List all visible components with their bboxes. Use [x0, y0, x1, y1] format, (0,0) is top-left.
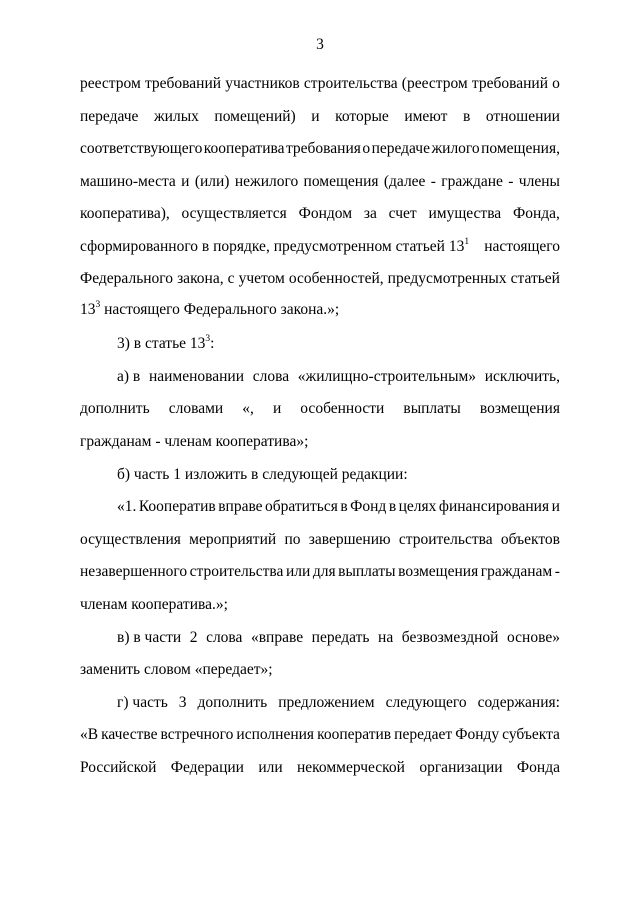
- word: имеют: [404, 108, 448, 125]
- word: субъекта: [502, 726, 560, 743]
- word: Фондом: [298, 205, 353, 222]
- word: а) в: [117, 368, 141, 385]
- word: и: [272, 400, 282, 417]
- word: осуществления: [80, 531, 181, 548]
- word: (реестром: [401, 75, 468, 92]
- word: Фонд: [350, 498, 387, 515]
- word: помещения: [303, 173, 379, 190]
- text-line: [117, 693, 560, 713]
- text-line: [80, 74, 560, 94]
- word: требований: [144, 75, 222, 92]
- word: или: [285, 563, 311, 580]
- word: жилого: [431, 140, 480, 157]
- word: исключить,: [484, 368, 560, 385]
- word: кооператив: [317, 726, 392, 743]
- word: статьей: [510, 270, 560, 287]
- text-line: [80, 107, 560, 127]
- word: имущества: [428, 205, 502, 222]
- word: обратиться: [265, 498, 338, 515]
- word: строительства: [303, 75, 398, 92]
- word: возмещения: [479, 400, 560, 417]
- word: незавершенного: [80, 563, 188, 580]
- word: финансирования: [438, 498, 550, 515]
- text-line: [80, 269, 560, 289]
- text-line: [80, 399, 560, 419]
- word: «,: [242, 400, 254, 417]
- word: 3: [178, 694, 187, 711]
- word: с: [227, 270, 235, 287]
- word: соответствующего: [80, 140, 203, 157]
- word: в) в части: [117, 629, 182, 646]
- word: дополнить: [197, 694, 268, 711]
- word: Фонду: [455, 726, 500, 743]
- word: реестром: [80, 75, 141, 92]
- word: за: [363, 205, 377, 222]
- word: словами: [168, 400, 224, 417]
- page-number: 3: [316, 36, 324, 53]
- word: требований: [471, 75, 548, 92]
- word: граждане: [441, 173, 503, 190]
- word: Фонда: [516, 759, 560, 776]
- text-line: [117, 497, 560, 517]
- word: особенности: [300, 400, 385, 417]
- word: в: [388, 498, 397, 515]
- word: организации: [419, 759, 503, 776]
- word: в: [463, 108, 471, 125]
- word: -: [430, 173, 436, 190]
- word: передаче: [80, 108, 139, 125]
- word: о: [552, 75, 560, 92]
- superscript: 3: [205, 333, 211, 344]
- word: о: [362, 140, 371, 157]
- word: предусмотренных: [387, 270, 507, 287]
- word: «В: [80, 726, 99, 743]
- word: кооператива: [203, 140, 285, 157]
- line-text: :: [210, 335, 215, 352]
- word: 2: [189, 629, 198, 646]
- word: «вправе: [250, 629, 304, 646]
- word: строительства: [398, 531, 493, 548]
- text-line: [80, 204, 560, 224]
- word: отношении: [485, 108, 560, 125]
- word: передает: [394, 726, 453, 743]
- word: осуществляется: [181, 205, 287, 222]
- word: выплаты: [403, 400, 461, 417]
- word: «жилищно-строительным»: [297, 368, 477, 385]
- word: нежилого: [234, 173, 299, 190]
- word: кооператива),: [80, 205, 170, 222]
- text-line: [80, 139, 560, 159]
- superscript: 3: [95, 299, 101, 310]
- word: (далее: [383, 173, 426, 190]
- word: передать: [311, 629, 370, 646]
- line-text: 13: [80, 301, 96, 318]
- word: целях: [398, 498, 437, 515]
- word: завершению: [308, 531, 391, 548]
- line-segment: [80, 237, 469, 257]
- word: некоммерческой: [297, 759, 405, 776]
- word: качестве: [101, 726, 158, 743]
- line-text: настоящего Федерального закона.»;: [100, 301, 340, 318]
- word: «1.: [117, 498, 137, 515]
- word: Кооператив: [138, 498, 216, 515]
- word: предложением: [278, 694, 375, 711]
- word: -: [554, 563, 560, 580]
- word: вправе: [218, 498, 263, 515]
- word: содержания:: [477, 694, 560, 711]
- text-line: заменить словом «передает»;: [80, 661, 273, 678]
- word: счет: [388, 205, 417, 222]
- text-line: [80, 758, 560, 778]
- word: Российской: [80, 759, 157, 776]
- word: которые: [335, 108, 389, 125]
- text-line: [117, 367, 560, 387]
- word: по: [284, 531, 301, 548]
- word: и: [181, 173, 190, 190]
- superscript: 1: [464, 236, 470, 247]
- text-line: б) часть 1 изложить в следующей редакции:: [117, 466, 408, 483]
- word: участников: [225, 75, 300, 92]
- word: передаче: [371, 140, 430, 157]
- word: строительства: [189, 563, 284, 580]
- word: и: [551, 498, 560, 515]
- text-line: [80, 725, 560, 745]
- text-line: гражданам - членам кооператива»;: [80, 433, 309, 450]
- word: слова: [252, 368, 290, 385]
- word: основе»: [507, 629, 560, 646]
- word: выплаты: [338, 563, 396, 580]
- word: гражданам: [480, 563, 553, 580]
- word: встречного: [160, 726, 234, 743]
- text-line: членам кооператива.»;: [80, 596, 228, 613]
- word: следующего: [385, 694, 467, 711]
- text-line: [117, 334, 214, 354]
- text-line: [80, 300, 339, 320]
- word: или: [258, 759, 283, 776]
- word: закона,: [177, 270, 224, 287]
- word: помещений): [214, 108, 296, 125]
- word: г) часть: [117, 694, 168, 711]
- word: исполнения: [236, 726, 315, 743]
- word: возмещения: [398, 563, 479, 580]
- word: члены: [518, 173, 560, 190]
- word: учетом: [238, 270, 285, 287]
- text-line: [80, 237, 560, 257]
- word: для: [312, 563, 336, 580]
- word: наименовании: [148, 368, 245, 385]
- word: машино-места: [80, 173, 176, 190]
- text-line: [117, 628, 560, 648]
- word: объектов: [500, 531, 560, 548]
- word: Федерального: [80, 270, 174, 287]
- word: на: [378, 629, 394, 646]
- word: жилых: [153, 108, 199, 125]
- word: слова: [206, 629, 243, 646]
- word: Федерации: [170, 759, 244, 776]
- text-line: [80, 562, 560, 582]
- word: требования: [285, 140, 361, 157]
- line-text: настоящего: [484, 238, 560, 255]
- word: помещения,: [481, 140, 560, 157]
- line-text: сформированного в порядке, предусмотренном статьей 13: [80, 238, 465, 255]
- word: мероприятий: [189, 531, 277, 548]
- text-line: [80, 530, 560, 550]
- word: и: [311, 108, 320, 125]
- word: (или): [194, 173, 230, 190]
- word: безвозмездной: [401, 629, 499, 646]
- text-line: [80, 172, 560, 192]
- word: Фонда,: [512, 205, 560, 222]
- word: дополнить: [80, 400, 150, 417]
- line-text: 3) в статье 13: [117, 335, 206, 352]
- word: особенностей,: [288, 270, 384, 287]
- word: в: [340, 498, 348, 515]
- word: -: [508, 173, 514, 190]
